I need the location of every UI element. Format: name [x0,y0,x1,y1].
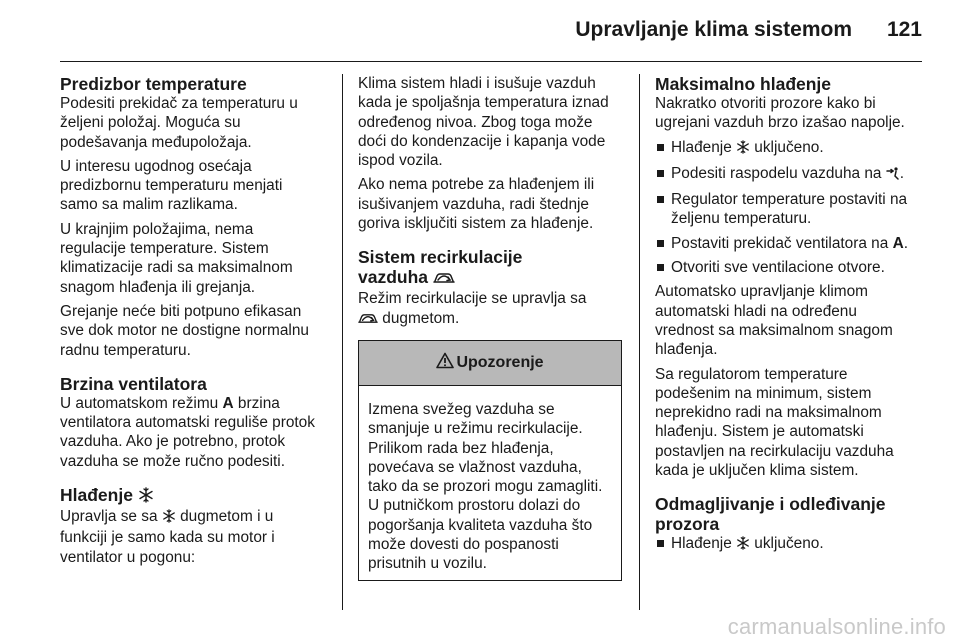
heading-temperature-preselection: Predizbor temperature [60,74,247,94]
paragraph: Podesiti prekidač za temperaturu u željeni položaj. Moguća su podešavanja međupoložaja. [60,95,298,151]
column-divider-2 [639,74,640,610]
snowflake-icon [736,536,750,555]
paragraph: Upravlja se sa dugmetom i u funkciji je samo kada su motor i ventilator u pogonu: [60,508,275,566]
paragraph: Automatsko upravljanje klimom automatski hladi na određenu vrednost sa maksimalnom snagom hlađenja. [655,283,893,359]
page-number: 121 [886,18,922,41]
paragraph: Grejanje neće biti potpuno efikasan sve dok motor ne dostigne normalnu radnu temperaturu. [60,302,309,359]
bullet-list [655,138,935,278]
column-3 [655,74,935,561]
heading-recirculation: Sistem recirkulacije vazduha [358,247,523,288]
list-item: Hlađenje uključeno. [655,138,935,159]
header-divider [60,61,922,62]
heading-maximum-cooling: Maksimalno hlađenje [655,74,832,94]
column-1 [60,74,332,572]
column-2 [358,74,626,581]
heading-fan-speed: Brzina ventilatora [60,373,207,394]
warning-triangle-icon [436,352,456,374]
warning-header [359,341,621,386]
paragraph: U krajnjim položajima, nema regulacije temperature. Sistem klimatizacije radi sa maksimalnom snagom hlađenja ili grejanja. [60,220,293,296]
list-item: Postaviti prekidač ventilatora na A. [655,234,935,253]
auto-mode-symbol: A [892,234,904,252]
paragraph: Sa regulatorom temperature podešenim na minimum, sistem neprekidno radi na maksimalnom hlađenju. Sistem je automatski postavljen na recirkulaciju vazduha kada je uključen klima sistem. [655,365,894,480]
warning-title: Upozorenje [456,354,544,372]
list-item: Otvoriti sve ventilacione otvore. [655,258,935,277]
recirculation-car-icon [358,311,378,330]
snowflake-icon [138,487,154,507]
list-item: Hlađenje uključeno. [655,534,935,555]
paragraph: U automatskom režimu A brzina ventilatora automatski reguliše protok vazduha. Ako je potrebno, protok vazduha se može ručno podesiti. [60,394,315,470]
paragraph: Nakratko otvoriti prozore kako bi ugrejani vazduh brzo izašao napolje. [655,95,905,132]
list-item: Regulator temperature postaviti na željenu temperaturu. [655,190,935,229]
snowflake-icon [736,140,750,159]
warning-box [358,340,622,581]
paragraph: Klima sistem hladi i isušuje vazduh kada je spoljašnja temperatura iznad određenog nivoa. Zbog toga može doći do kondenzacije i kapanja vode ispod vozila. [358,75,609,170]
watermark: carmanualsonline.info [727,614,946,639]
paragraph: Ako nema potrebe za hlađenjem ili isušivanjem vazduha, radi štednje goriva isključiti sistem za hlađenje. [358,176,595,233]
paragraph: U interesu ugodnog osećaja predizbornu temperaturu menjati samo sa malim razlikama. [60,157,283,214]
recirculation-car-icon [433,269,455,289]
column-divider-1 [342,74,343,610]
page-header-title: Upravljanje klima sistemom [575,18,852,41]
warning-text: Izmena svežeg vazduha se smanjuje u režimu recirkulacije. Prilikom rada bez hlađenja, povećava se vlažnost vazduha, tako da se prozori mogu zamagliti. U putničkom prostoru dolazi do pogoršanja kvaliteta vazduha što može dovesti do pospanosti prisutnih u vozilu. [368,400,603,573]
heading-cooling: Hlađenje [60,485,332,507]
heading-defogging-defrosting: Odmagljivanje i odleđivanje prozora [655,494,886,535]
bullet-list [655,534,935,555]
air-distribution-upper-body-icon [886,166,900,185]
auto-mode-symbol: A [222,394,234,412]
snowflake-icon [162,509,176,528]
paragraph: Režim recirkulacije se upravlja sa dugmetom. [358,289,626,330]
list-item: Podesiti raspodelu vazduha na . [655,164,935,185]
